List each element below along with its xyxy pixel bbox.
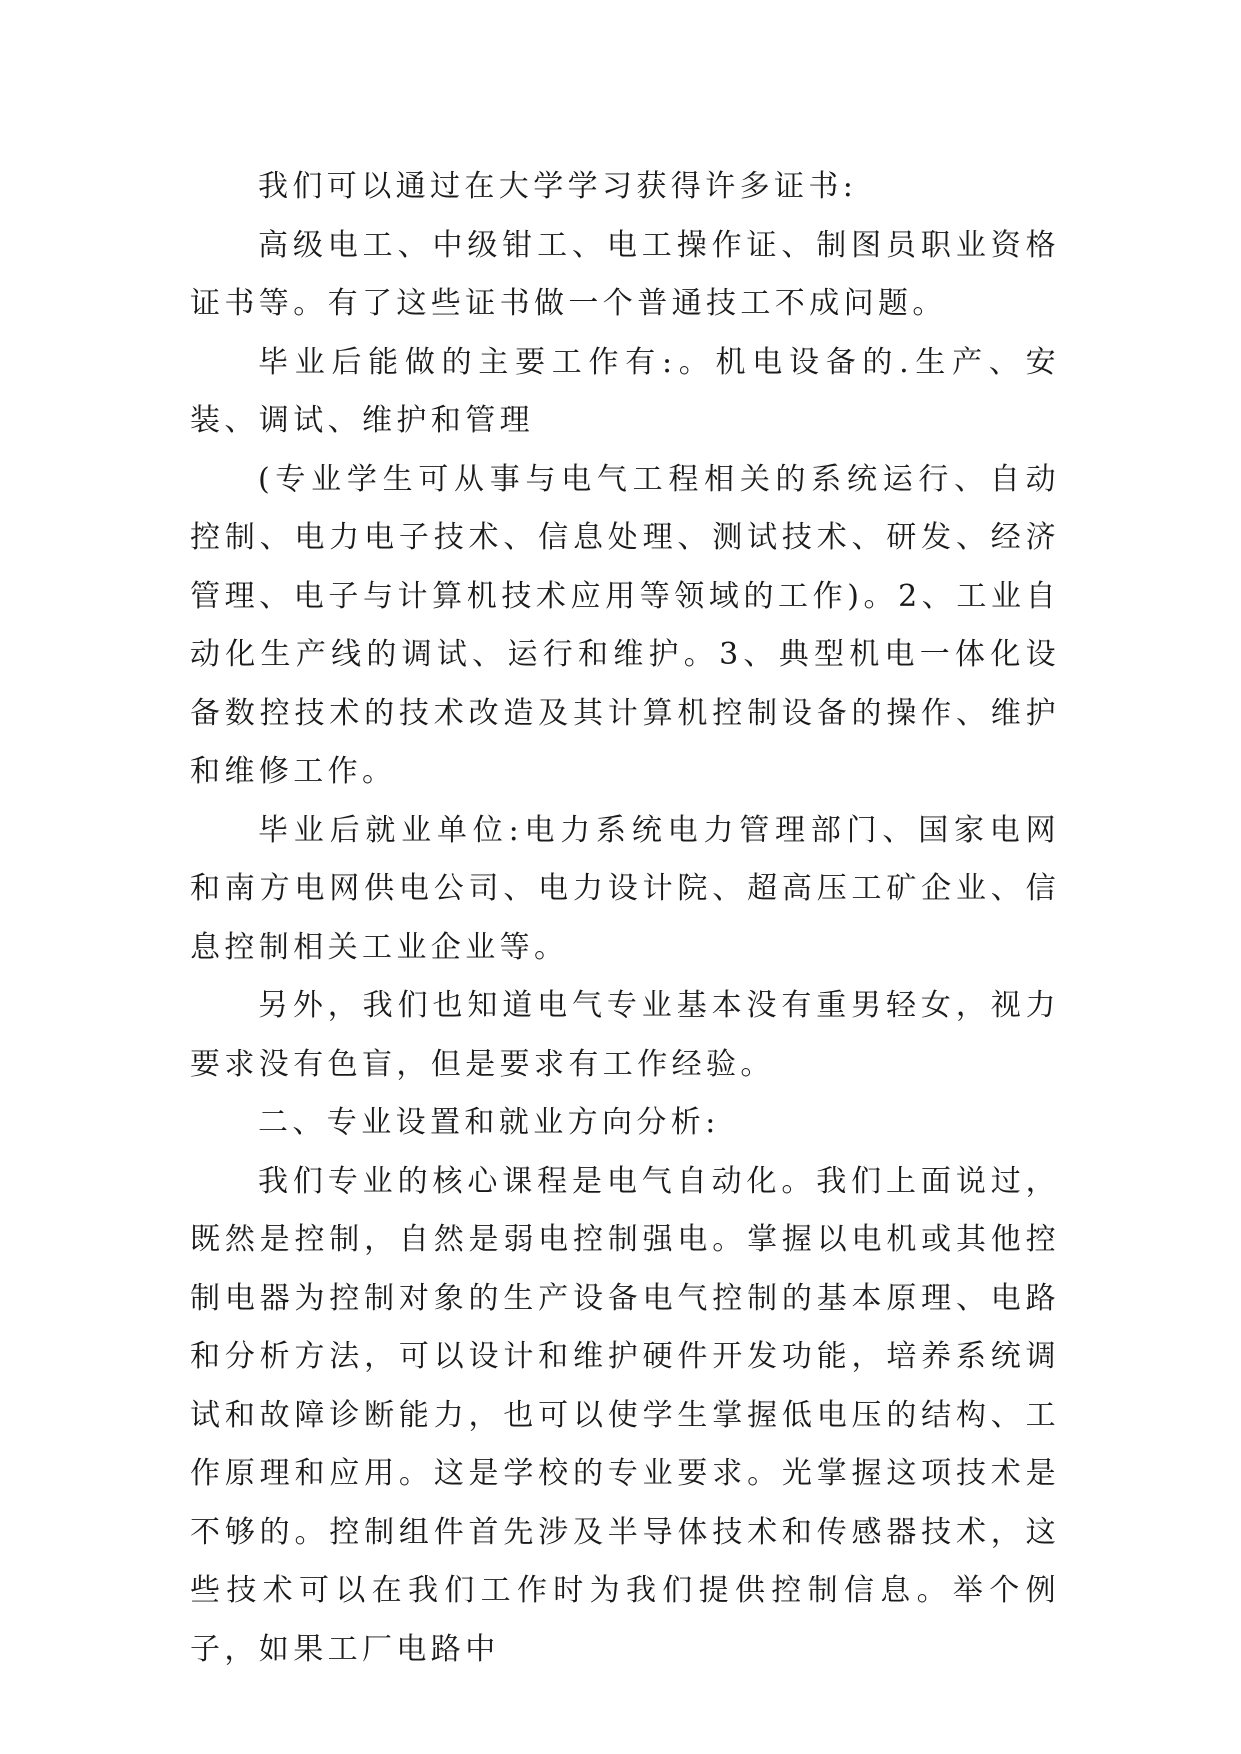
paragraph-requirements: 另外，我们也知道电气专业基本没有重男轻女，视力要求没有色盲，但是要求有工作经验。 — [190, 988, 1060, 1082]
paragraph-employers: 毕业后就业单位:电力系统电力管理部门、国家电网和南方电网供电公司、电力设计院、超高压工矿企业、信息控制相关工业企业等。 — [190, 812, 1060, 965]
paragraph-job-fields: (专业学生可从事与电气工程相关的系统运行、自动控制、电力电子技术、信息处理、测试技术、研发、经济管理、电子与计算机技术应用等领域的工作)。2、工业自动化生产线的调试、运行和维护。3、典型机电一体化设备数控技术的技术改造及其计算机控制设备的操作、维护和维修工作。 — [190, 461, 1060, 789]
paragraph-certificates-list: 高级电工、中级钳工、电工操作证、制图员职业资格证书等。有了这些证书做一个普通技工不成问题。 — [190, 227, 1060, 321]
section-heading-major-analysis: 二、专业设置和就业方向分析: — [258, 1105, 720, 1140]
paragraph-certificates-intro: 我们可以通过在大学学习获得许多证书: — [258, 169, 858, 204]
paragraph-main-jobs: 毕业后能做的主要工作有:。机电设备的.生产、安装、调试、维护和管理 — [190, 344, 1060, 438]
paragraph-core-courses: 我们专业的核心课程是电气自动化。我们上面说过，既然是控制，自然是弱电控制强电。掌握以电机或其他控制电器为控制对象的生产设备电气控制的基本原理、电路和分析方法，可以设计和维护硬件开发功能，培养系统调试和故障诊断能力，也可以使学生掌握低电压的结构、工作原理和应用。这是学校的专业要求。光掌握这项技术是不够的。控制组件首先涉及半导体技术和传感器技术，这些技术可以在我们工作时为我们提供控制信息。举个例子，如果工厂电路中 — [190, 1163, 1060, 1667]
document-body — [190, 158, 1060, 1679]
